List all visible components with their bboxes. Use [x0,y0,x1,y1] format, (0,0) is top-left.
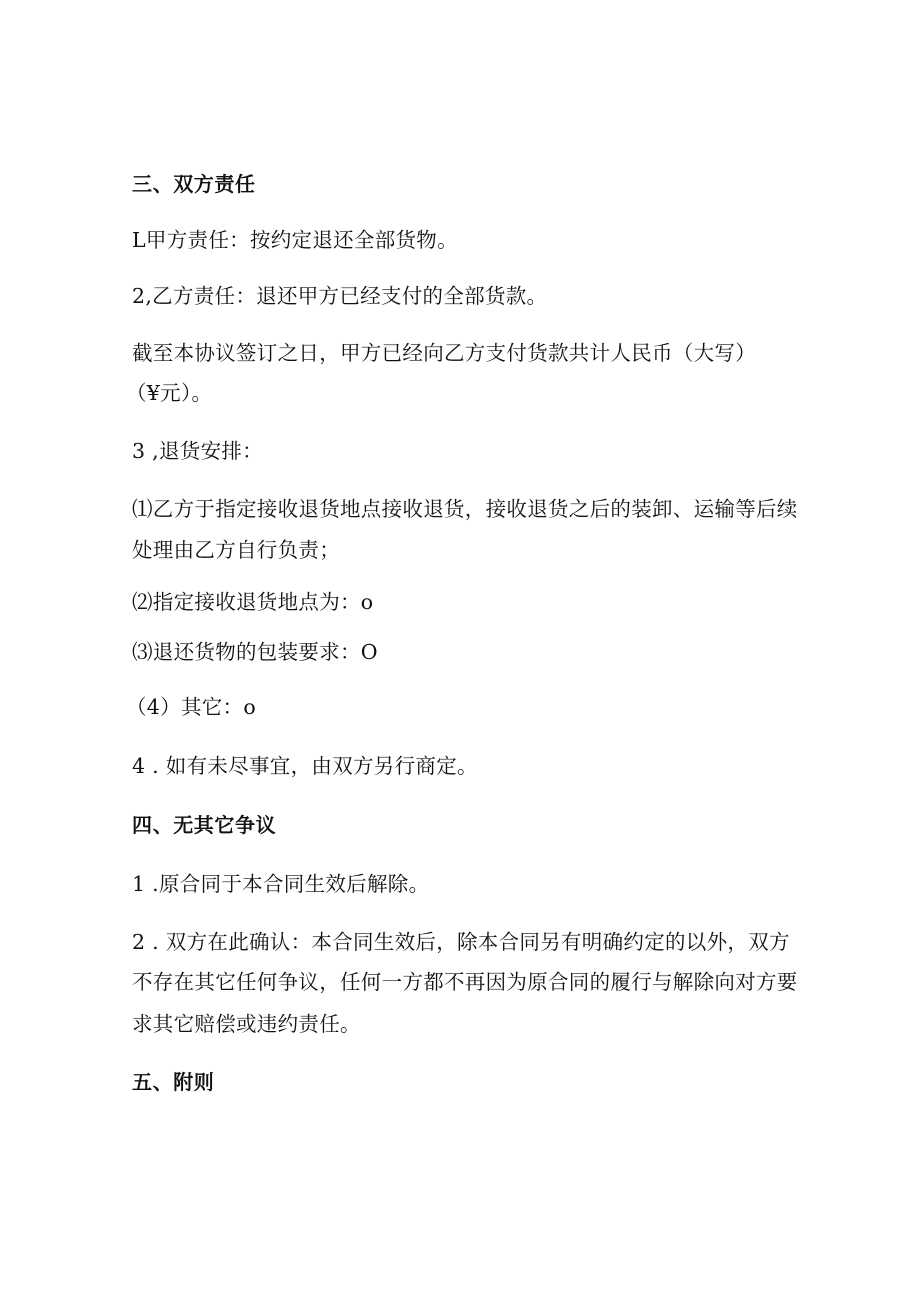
paragraph-return-arrangement: 3 ,退货安排： [132,439,263,463]
list-item-1-line-1: ⑴乙方于指定接收退货地点接收退货，接收退货之后的装卸、运输等后续 [132,497,798,521]
paragraph-confirmation-line-1: 2 . 双方在此确认：本合同生效后，除本合同另有明确约定的以外，双方 [132,930,790,954]
section-heading-no-dispute: 四、无其它争议 [132,813,277,837]
paragraph-party-a-responsibility: L甲方责任：按约定退还全部货物。 [132,228,458,252]
paragraph-confirmation-line-2: 不存在其它任何争议，任何一方都不再因为原合同的履行与解除向对方要 [132,970,798,994]
list-item-3: ⑶退还货物的包装要求：O [132,640,378,664]
paragraph-payment-line-1: 截至本协议签订之日，甲方已经向乙方支付货款共计人民币（大写） [132,341,756,365]
paragraph-party-b-responsibility: 2,乙方责任：退还甲方已经支付的全部货款。 [132,284,548,308]
paragraph-confirmation-line-3: 求其它赔偿或违约责任。 [132,1012,361,1036]
paragraph-original-contract: 1 .原合同于本合同生效后解除。 [132,872,430,896]
list-item-2: ⑵指定接收退货地点为：o [132,590,374,614]
paragraph-payment-line-2: （¥元）。 [126,381,213,405]
section-heading-responsibilities: 三、双方责任 [132,172,256,196]
list-item-1-line-2: 处理由乙方自行负责； [132,538,340,562]
list-item-4: （4）其它：o [126,695,256,719]
paragraph-other-matters: 4 . 如有未尽事宜，由双方另行商定。 [132,754,478,778]
section-heading-supplementary: 五、附则 [132,1070,215,1094]
